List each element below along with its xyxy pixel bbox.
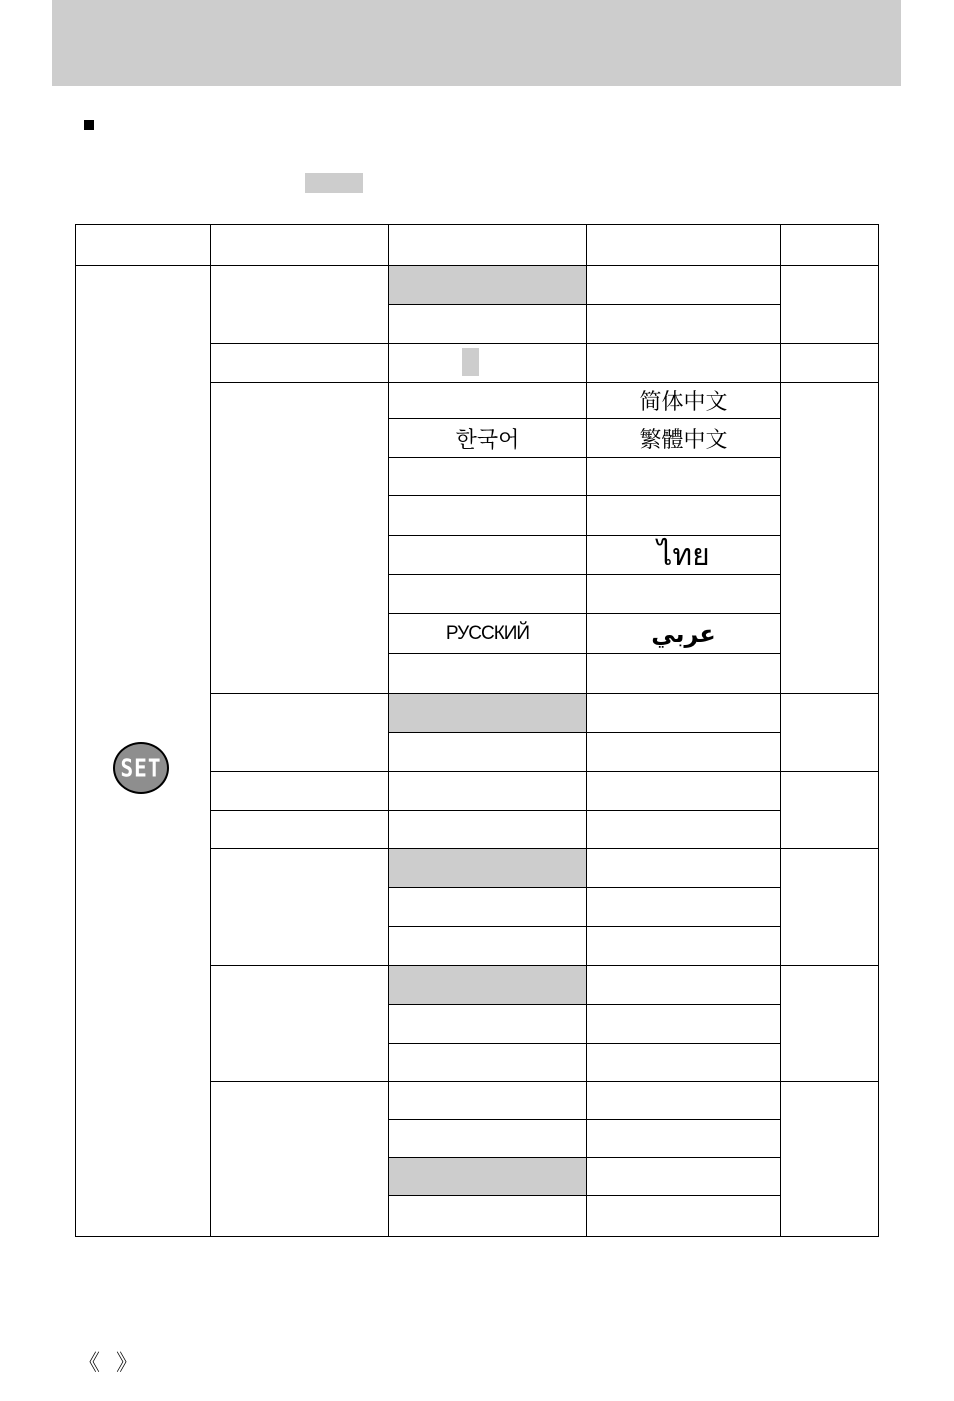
default-cell [389, 1158, 586, 1196]
next-page-mark: 》 [116, 1351, 139, 1376]
language-arabic: عربي [651, 619, 716, 648]
row-divider [388, 1157, 780, 1158]
language-thai: ไทย [657, 537, 710, 573]
language-korean: 한국어 [455, 427, 520, 453]
row-divider [388, 1043, 780, 1044]
row-divider [388, 732, 780, 733]
default-cell [389, 266, 586, 304]
row-divider [388, 1004, 780, 1005]
bullet-icon [84, 120, 94, 130]
row-divider [388, 574, 780, 575]
row-divider [388, 926, 780, 927]
row-divider [388, 304, 780, 305]
language-simplified-chinese: 简体中文 [639, 390, 728, 415]
column-divider [210, 224, 211, 1237]
default-cell [389, 849, 586, 887]
column-divider [586, 224, 587, 1237]
row-divider [388, 1119, 780, 1120]
row-divider [388, 887, 780, 888]
row-divider [388, 1195, 780, 1196]
row-divider [210, 965, 879, 966]
row-divider [388, 457, 780, 458]
prev-page-mark: 《 [78, 1351, 101, 1376]
row-divider [210, 771, 879, 772]
row-divider [210, 1081, 879, 1082]
default-marker [462, 348, 479, 376]
header-banner [52, 0, 901, 86]
row-divider [75, 265, 879, 266]
column-divider [780, 224, 781, 1237]
column-divider [388, 224, 389, 1237]
row-divider [388, 495, 780, 496]
row-divider [210, 343, 879, 344]
row-divider [210, 848, 879, 849]
highlight-legend-swatch [305, 173, 363, 193]
default-cell [389, 966, 586, 1004]
language-russian: РУССКИЙ [445, 622, 530, 644]
set-icon-label: SET [120, 753, 162, 783]
default-cell [389, 694, 586, 732]
set-icon [113, 742, 169, 794]
row-divider [388, 653, 780, 654]
row-divider [210, 693, 879, 694]
row-divider [210, 810, 780, 811]
language-traditional-chinese: 繁體中文 [639, 427, 728, 453]
